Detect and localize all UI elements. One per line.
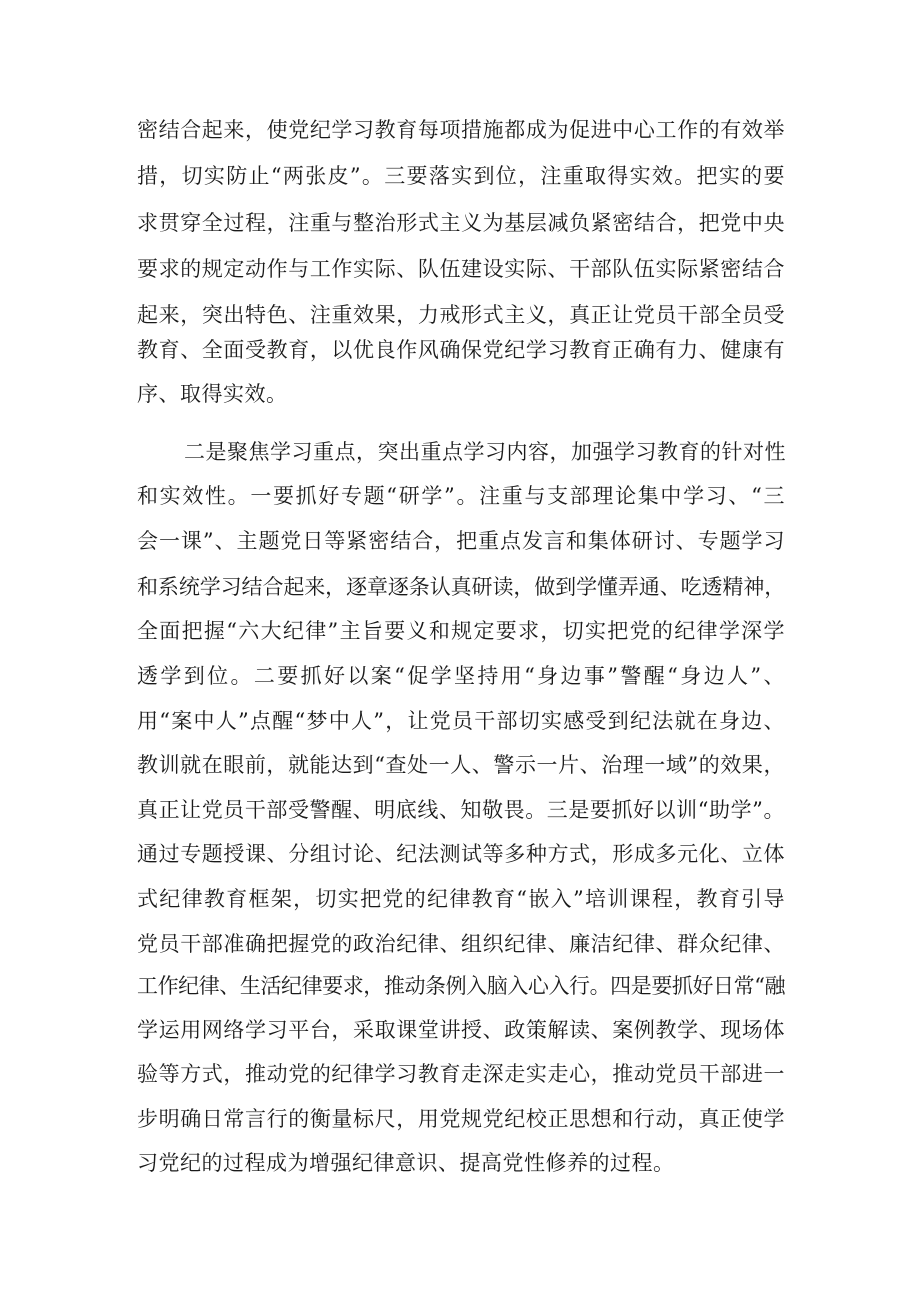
- text-line: 要求的规定动作与工作实际、队伍建设实际、干部队伍实际紧密结合: [137, 257, 785, 281]
- text-line: 教训就在眼前，就能达到“查处一人、警示一片、治理一域”的效果，: [137, 753, 785, 777]
- text-line: 和系统学习结合起来，逐章逐条认真研读，做到学懂弄通、吃透精神，: [137, 575, 785, 599]
- text-line: 通过专题授课、分组讨论、纪法测试等多种方式，形成多元化、立体: [137, 842, 785, 866]
- text-line: 会一课”、主题党日等紧密结合，把重点发言和集体研讨、专题学习: [137, 529, 785, 553]
- text-line: 措，切实防止“两张皮”。三要落实到位，注重取得实效。把实的要: [137, 164, 785, 188]
- text-line: 起来，突出特色、注重效果，力戒形式主义，真正让党员干部全员受: [137, 303, 785, 327]
- text-line: 全面把握“六大纪律”主旨要义和规定要求，切实把党的纪律学深学: [137, 619, 785, 643]
- text-line: 工作纪律、生活纪律要求，推动条例入脑入心入行。四是要抓好日常“融: [137, 974, 785, 998]
- text-line: 真正让党员干部受警醒、明底线、知敬畏。三是要抓好以训“助学”。: [137, 798, 785, 822]
- text-line: 序、取得实效。: [137, 382, 288, 406]
- text-line: 透学到位。二要抓好以案“促学坚持用“身边事”警醒“身边人”、: [137, 664, 785, 688]
- text-line: 二是聚焦学习重点，突出重点学习内容，加强学习教育的针对性: [184, 440, 786, 464]
- text-line: 求贯穿全过程，注重与整治形式主义为基层减负紧密结合，把党中央: [137, 211, 785, 235]
- text-line: 党员干部准确把握党的政治纪律、组织纪律、廉洁纪律、群众纪律、: [137, 932, 785, 956]
- text-line: 步明确日常言行的衡量标尺，用党规党纪校正思想和行动，真正使学: [137, 1107, 785, 1131]
- text-line: 习党纪的过程成为增强纪律意识、提高党性修养的过程。: [137, 1151, 675, 1175]
- text-line: 教育、全面受教育，以优良作风确保党纪学习教育正确有力、健康有: [137, 338, 785, 362]
- text-line: 式纪律教育框架，切实把党的纪律教育“嵌入”培训课程，教育引导: [137, 887, 785, 911]
- text-line: 和实效性。一要抓好专题“研学”。注重与支部理论集中学习、“三: [137, 484, 785, 508]
- text-line: 用“案中人”点醒“梦中人”，让党员干部切实感受到纪法就在身边、: [137, 709, 785, 733]
- text-line: 验等方式，推动党的纪律学习教育走深走实走心，推动党员干部进一: [137, 1062, 785, 1086]
- text-line: 密结合起来，使党纪学习教育每项措施都成为促进中心工作的有效举: [137, 118, 785, 142]
- text-line: 学运用网络学习平台，采取课堂讲授、政策解读、案例教学、现场体: [137, 1018, 785, 1042]
